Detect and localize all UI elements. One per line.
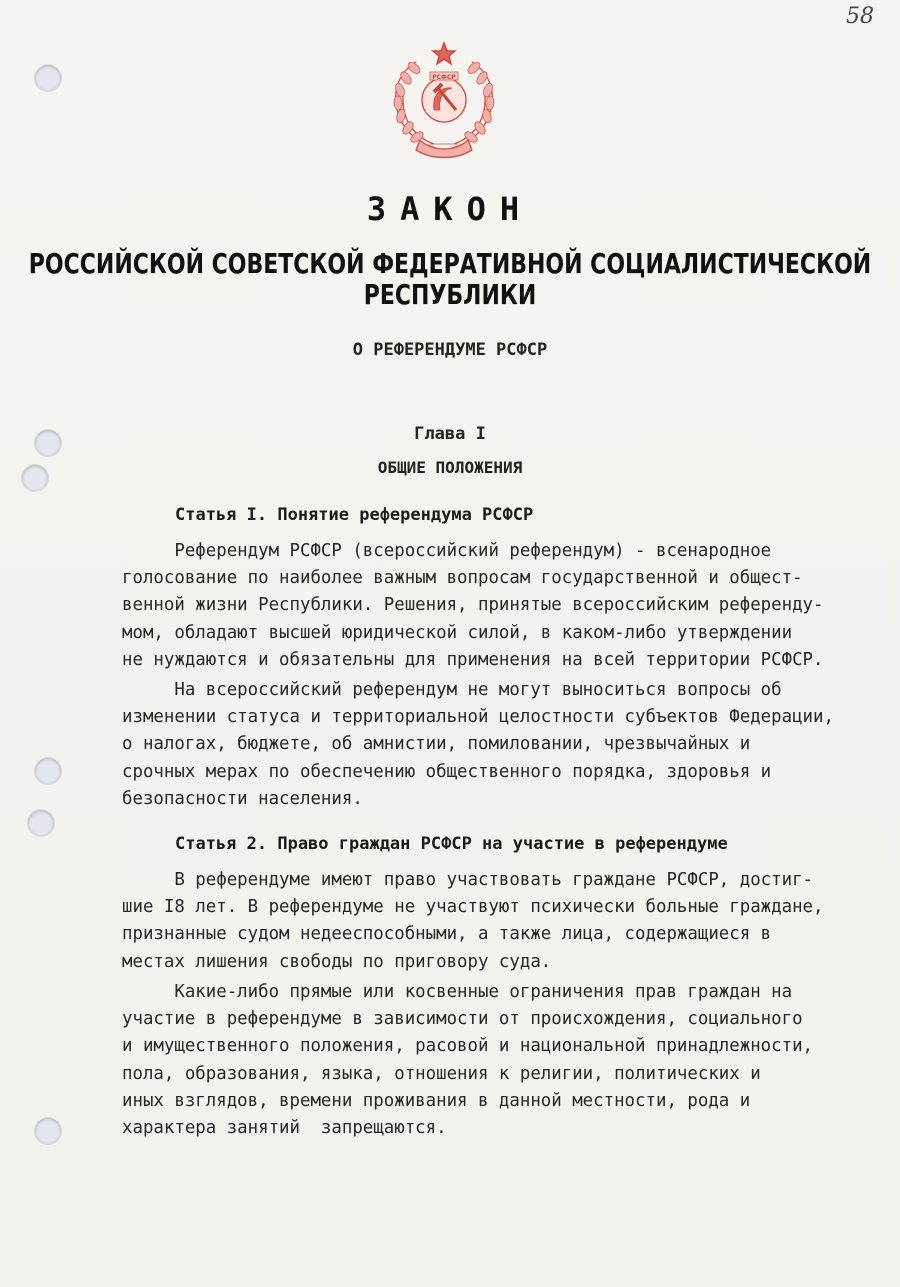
text-line: На всероссийский референдум не могут выноситься вопросы об <box>122 680 782 700</box>
text-line: срочных мерах по обеспечению общественного порядка, здоровья и <box>122 761 772 782</box>
law-name: О РЕФЕРЕНДУМЕ РСФСР <box>352 340 548 360</box>
punch-hole <box>28 810 54 836</box>
article-1-paragraph-1 <box>122 538 882 674</box>
article-2-paragraph-1 <box>122 867 882 976</box>
article-2-title: Статья 2. Право граждан РСФСР на участие в референдуме <box>175 834 728 854</box>
punch-hole <box>35 1118 61 1144</box>
text-line: Какие-либо прямые или косвенные ограничения прав граждан на <box>122 982 793 1002</box>
text-line: шие I8 лет. В референдуме не участвуют психически больные граждане, <box>122 897 824 918</box>
text-line: и имущественного положения, расовой и национальной принадлежности, <box>122 1036 814 1057</box>
chapter-number: Глава I <box>414 424 486 444</box>
text-line: Референдум РСФСР (всероссийский референдум) - всенародное <box>122 541 772 561</box>
svg-text:РСФСР: РСФСР <box>432 74 456 81</box>
article-2-paragraph-2 <box>122 979 882 1142</box>
text-line: признанные судом недееспособными, а также лица, содержащиеся в <box>122 924 772 945</box>
document-subtitle: РОССИЙСКОЙ СОВЕТСКОЙ ФЕДЕРАТИВНОЙ СОЦИАЛИСТИЧЕСКОЙ РЕСПУБЛИКИ <box>28 249 872 312</box>
text-line: местах лишения свободы по приговору суда. <box>122 951 552 972</box>
text-line: пола, образования, языка, отношения к религии, политических и <box>122 1063 761 1084</box>
text-line: безопасности населения. <box>122 788 363 809</box>
article-1-title: Статья I. Понятие референдума РСФСР <box>175 505 534 525</box>
page-number: 58 <box>846 4 874 29</box>
text-line: характера занятий запрещаются. <box>122 1118 447 1139</box>
article-1-paragraph-2 <box>122 677 882 813</box>
text-line: мом, обладают высшей юридической силой, в каком-либо утверждении <box>122 622 793 643</box>
text-line: о налогах, бюджете, об амнистии, помиловании, чрезвычайных и <box>122 734 751 755</box>
chapter-name: ОБЩИЕ ПОЛОЖЕНИЯ <box>377 458 523 477</box>
text-line: венной жизни Республики. Решения, принятые всероссийским референду- <box>122 595 824 616</box>
punch-hole <box>35 65 61 91</box>
text-line: участие в референдуме в зависимости от происхождения, социального <box>122 1009 803 1030</box>
text-line: не нуждаются и обязательны для применения на всей территории РСФСР. <box>122 649 824 670</box>
text-line: В референдуме имеют право участвовать граждане РСФСР, достиг- <box>122 870 814 890</box>
text-line: иных взглядов, времени проживания в данной местности, рода и <box>122 1090 751 1111</box>
punch-hole <box>35 758 61 784</box>
document-title: ЗАКОН <box>366 190 534 228</box>
text-line: голосование по наиболее важным вопросам государственной и общест- <box>122 568 803 589</box>
text-line: изменении статуса и территориальной целостности субъектов Федерации, <box>122 707 834 728</box>
state-emblem-icon <box>386 40 502 162</box>
